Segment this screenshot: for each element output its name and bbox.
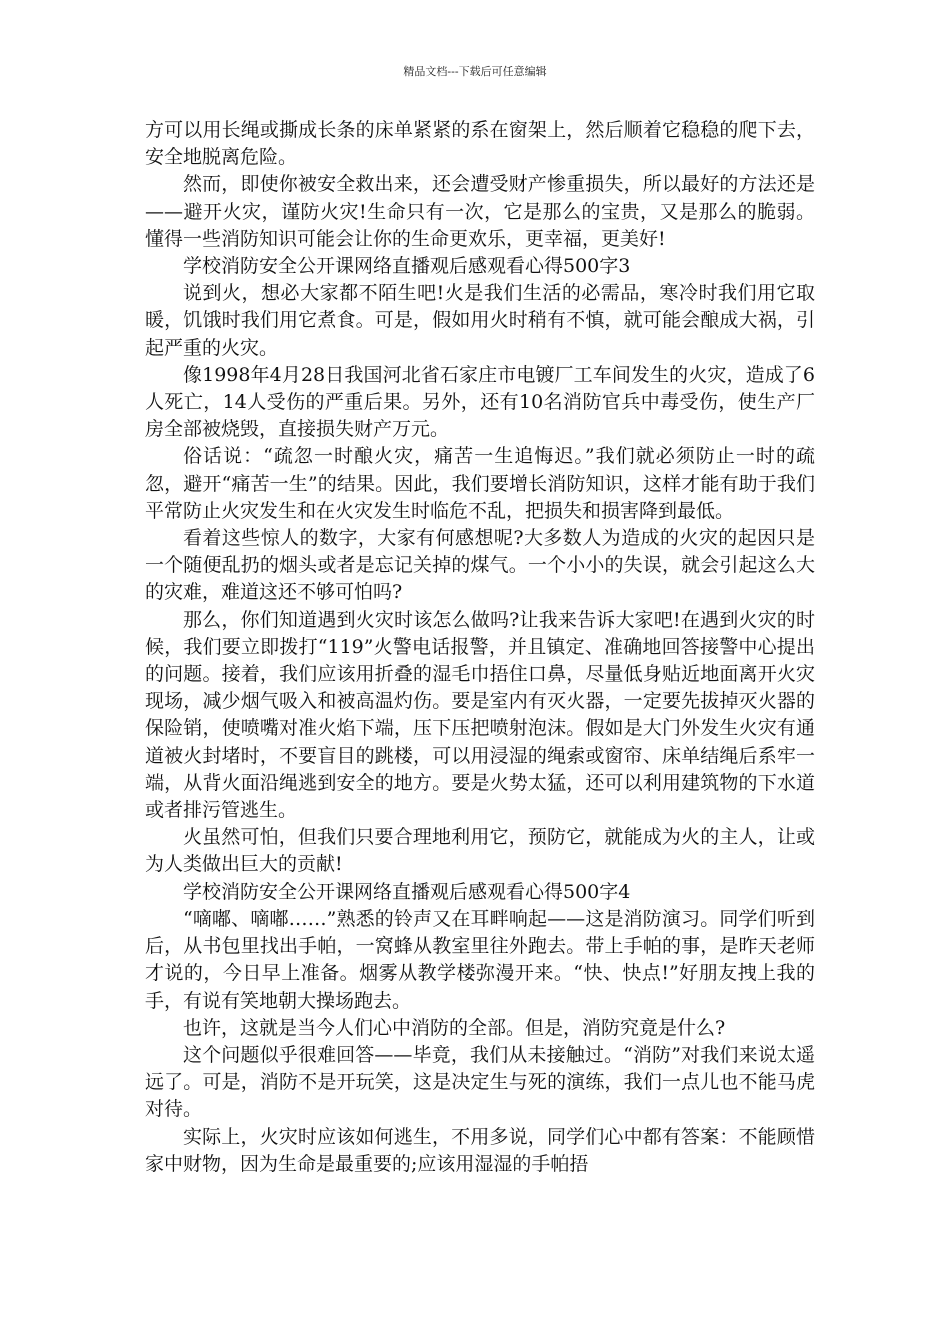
document-body bbox=[145, 117, 815, 1178]
paragraph: 实际上，火灾时应该如何逃生，不用多说，同学们心中都有答案：不能顾惜家中财物，因为生命是最重要的;应该用湿湿的手帕捂 bbox=[145, 1125, 815, 1175]
section-heading: 学校消防安全公开课网络直播观后感观看心得500字4 bbox=[183, 880, 631, 903]
paragraph: 看着这些惊人的数字，大家有何感想呢?大多数人为造成的火灾的起因只是一个随便乱扔的烟头或者是忘记关掉的煤气。一个小小的失误，就会引起这么大的灾难，难道这还不够可怕吗? bbox=[145, 527, 815, 604]
paragraph: 方可以用长绳或撕成长条的床单紧紧的系在窗架上，然后顺着它稳稳的爬下去，安全地脱离危险。 bbox=[145, 119, 815, 169]
page-header: 精品文档---下载后可任意编辑 bbox=[403, 65, 547, 78]
paragraph: 俗话说：“疏忽一时酿火灾，痛苦一生追悔迟。”我们就必须防止一时的疏忽，避开“痛苦一生”的结果。因此，我们要增长消防知识，这样才能有助于我们平常防止火灾发生和在火灾发生时临危不乱，把损失和损害降到最低。 bbox=[145, 445, 815, 522]
paragraph: 说到火，想必大家都不陌生吧!火是我们生活的必需品，寒冷时我们用它取暖，饥饿时我们用它煮食。可是，假如用火时稍有不慎，就可能会酿成大祸，引起严重的火灾。 bbox=[145, 282, 815, 359]
paragraph: 火虽然可怕，但我们只要合理地利用它，预防它，就能成为火的主人，让或为人类做出巨大的贡献! bbox=[145, 826, 815, 876]
paragraph: 然而，即使你被安全救出来，还会遭受财产惨重损失，所以最好的方法还是——避开火灾，谨防火灾!生命只有一次，它是那么的宝贵，又是那么的脆弱。懂得一些消防知识可能会让你的生命更欢乐，更幸福，更美好! bbox=[145, 173, 815, 250]
paragraph: 像1998年4月28日我国河北省石家庄市电镀厂工车间发生的火灾，造成了6人死亡，14人受伤的严重后果。另外，还有10名消防官兵中毒受伤，使生产厂房全部被烧毁，直接损失财产万元。 bbox=[145, 363, 815, 441]
section-heading: 学校消防安全公开课网络直播观后感观看心得500字3 bbox=[183, 255, 631, 278]
paragraph: 那么，你们知道遇到火灾时该怎么做吗?让我来告诉大家吧!在遇到火灾的时候，我们要立即拨打“119”火警电话报警，并且镇定、准确地回答接警中心提出的问题。接着，我们应该用折叠的湿毛巾捂住口鼻，尽量低身贴近地面离开火灾现场，减少烟气吸入和被高温灼伤。要是室内有灭火器，一定要先拔掉灭火器的保险销，使喷嘴对准火焰下端，压下压把喷射泡沫。假如是大门外发生火灾有通道被火封堵时，不要盲目的跳楼，可以用浸湿的绳索或窗帘、床单结绳后系牢一端，从背火面沿绳逃到安全的地方。要是火势太猛，还可以利用建筑物的下水道或者排污管逃生。 bbox=[145, 608, 815, 822]
paragraph: “嘀嘟、嘀嘟……”熟悉的铃声又在耳畔响起——这是消防演习。同学们听到后，从书包里找出手帕，一窝蜂从教室里往外跑去。带上手帕的事，是昨天老师才说的，今日早上准备。烟雾从教学楼弥漫开来。“快、快点!”好朋友拽上我的手，有说有笑地朝大操场跑去。 bbox=[145, 907, 815, 1012]
paragraph: 也许，这就是当今人们心中消防的全部。但是，消防究竟是什么? bbox=[183, 1016, 726, 1039]
paragraph: 这个问题似乎很难回答——毕竟，我们从未接触过。“消防”对我们来说太遥远了。可是，消防不是开玩笑，这是决定生与死的演练，我们一点儿也不能马虎对待。 bbox=[145, 1043, 815, 1121]
